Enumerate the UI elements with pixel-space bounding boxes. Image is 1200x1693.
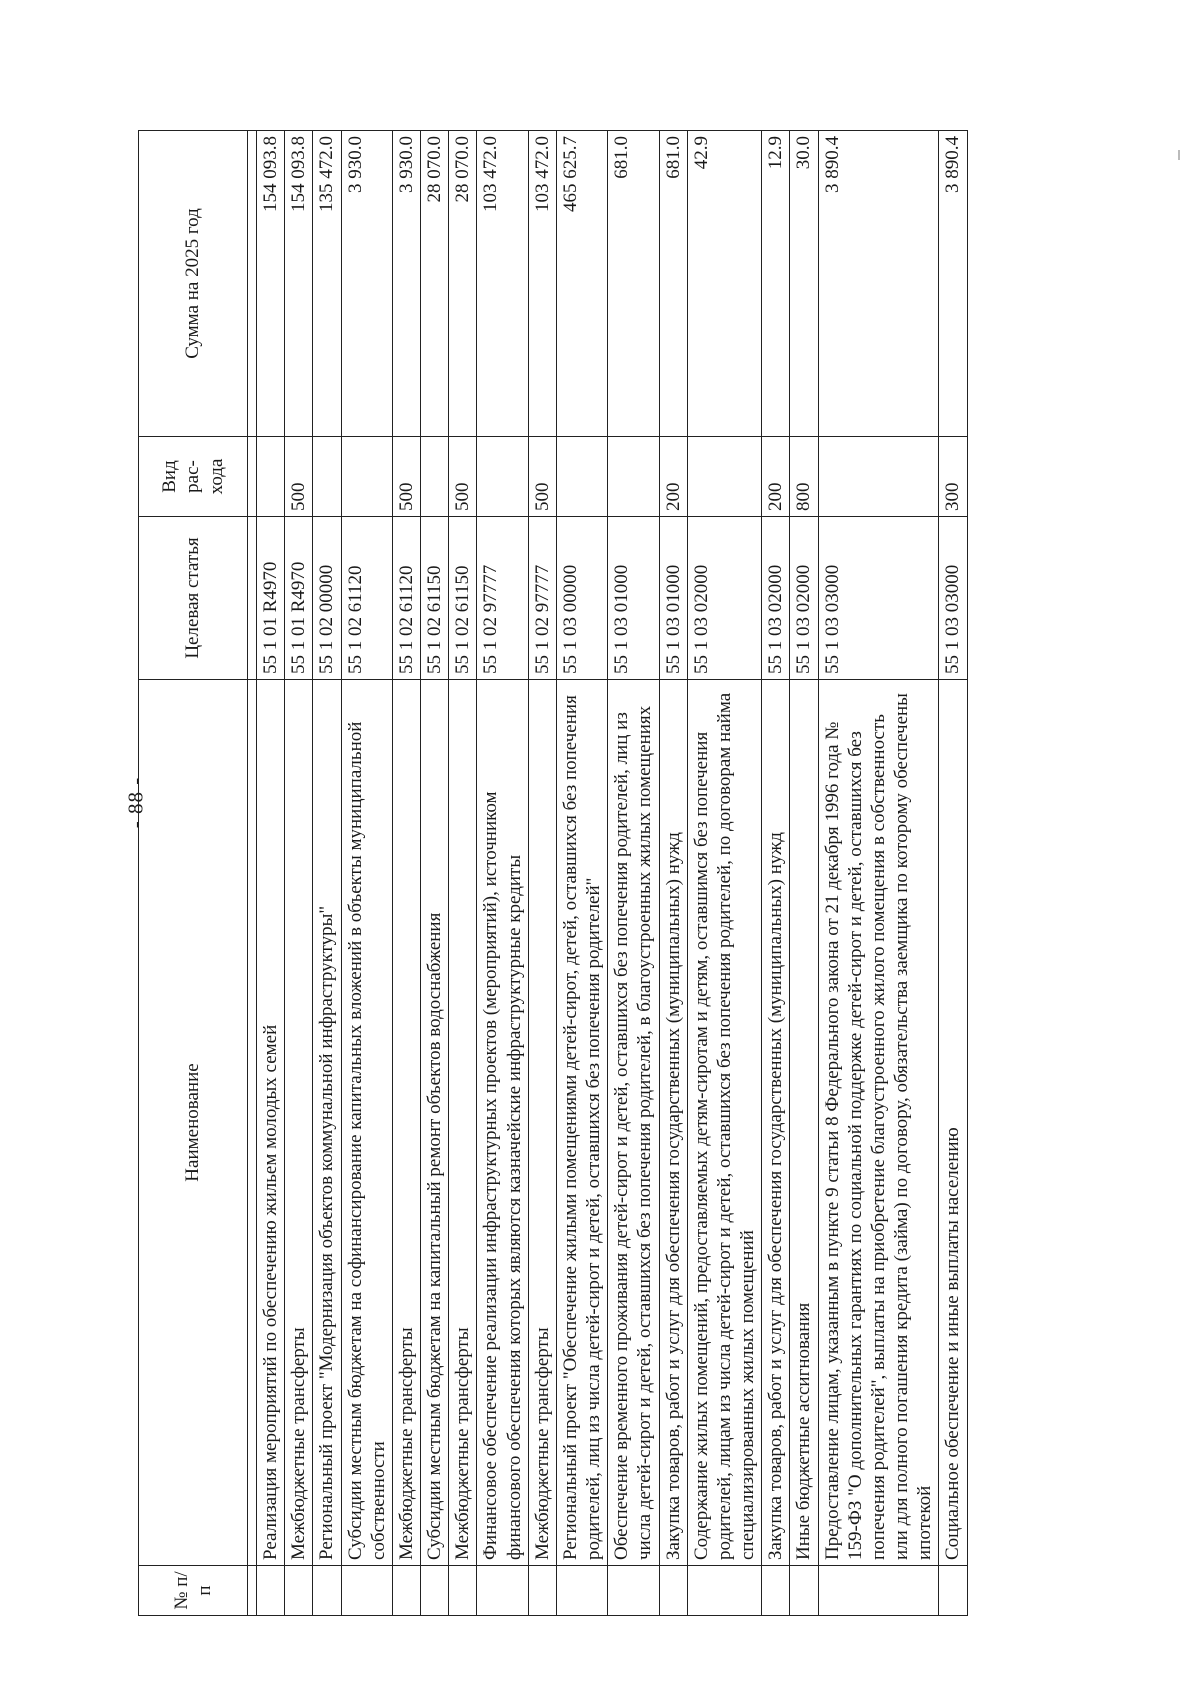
cell-sum: 28 070.0	[449, 131, 477, 437]
cell-type	[608, 437, 659, 517]
cell-sum: 3 930.0	[341, 131, 392, 437]
cell-sum: 30.0	[790, 131, 818, 437]
table-row	[392, 131, 420, 1616]
header-type: Вид рас- хода	[139, 437, 248, 517]
table-row	[556, 131, 607, 1616]
cell-sum: 681.0	[659, 131, 687, 437]
cell-type: 200	[762, 437, 790, 517]
header-row	[139, 131, 248, 1616]
cell-name: Иные бюджетные ассигнования	[790, 680, 818, 1566]
cell-name: Обеспечение временного проживания детей-сирот и детей, оставшихся без попечения родителей, лиц из числа детей-сирот и детей, оставшихся без попечения родителей, в благоустроенных жилых помещениях	[608, 680, 659, 1566]
cell-name: Предоставление лицам, указанным в пункте 9 статьи 8 Федерального закона от 21 декабря 1996 года № 159-ФЗ "О дополнительных гарантиях по социальной поддержке детей-сирот и детей, оставшихся без попечения родителей", выплаты на приобретение благоустроенного жилого помещения в собственность или для полного погашения кредита (займа) по договору, обязательства заемщика по которому обеспечены ипотекой	[818, 680, 939, 1566]
table-row	[313, 131, 341, 1616]
cell-sum: 154 093.8	[257, 131, 285, 437]
cell-num	[659, 1566, 687, 1616]
cell-sum: 103 472.0	[528, 131, 556, 437]
cell-sum: 3 890.4	[818, 131, 939, 437]
cell-num	[818, 1566, 939, 1616]
cell-sum: 465 625.7	[556, 131, 607, 437]
table-row	[608, 131, 659, 1616]
cell-sum: 681.0	[608, 131, 659, 437]
cell-num	[313, 1566, 341, 1616]
cell-type	[257, 437, 285, 517]
cell-type: 500	[449, 437, 477, 517]
cell-target: 55 1 02 61150	[449, 517, 477, 680]
cell-sum: 103 472.0	[477, 131, 528, 437]
cell-name: Закупка товаров, работ и услуг для обеспечения государственных (муниципальных) нужд	[659, 680, 687, 1566]
cell-target: 55 1 03 02000	[762, 517, 790, 680]
margin-mark	[1178, 150, 1180, 160]
cell-name: Региональный проект "Обеспечение жилыми помещениями детей-сирот, детей, оставшихся без попечения родителей, лиц из числа детей-сирот и детей, оставшихся без попечения родителей"	[556, 680, 607, 1566]
cell-type	[818, 437, 939, 517]
spacer-row	[248, 131, 257, 1616]
cell-sum: 135 472.0	[313, 131, 341, 437]
cell-num	[762, 1566, 790, 1616]
table-row	[528, 131, 556, 1616]
table-row	[257, 131, 285, 1616]
table-row	[477, 131, 528, 1616]
table-row	[687, 131, 762, 1616]
cell-name: Субсидии местным бюджетам на софинансирование капитальных вложений в объекты муниципальной собственности	[341, 680, 392, 1566]
cell-name: Региональный проект "Модернизация объектов коммунальной инфраструктуры"	[313, 680, 341, 1566]
cell-target: 55 1 03 01000	[659, 517, 687, 680]
cell-name: Финансовое обеспечение реализации инфраструктурных проектов (мероприятий), источником финансового обеспечения которых являются казначейские инфраструктурные кредиты	[477, 680, 528, 1566]
cell-target: 55 1 01 R4970	[285, 517, 313, 680]
header-num: № п/п	[139, 1566, 248, 1616]
cell-sum: 12.9	[762, 131, 790, 437]
cell-type	[341, 437, 392, 517]
cell-num	[392, 1566, 420, 1616]
cell-name: Межбюджетные трансферты	[528, 680, 556, 1566]
cell-name: Реализация мероприятий по обеспечению жильем молодых семей	[257, 680, 285, 1566]
cell-name: Социальное обеспечение и иные выплаты населению	[939, 680, 967, 1566]
cell-sum: 3 890.4	[939, 131, 967, 437]
cell-target: 55 1 03 02000	[790, 517, 818, 680]
cell-num	[285, 1566, 313, 1616]
cell-num	[257, 1566, 285, 1616]
cell-type: 300	[939, 437, 967, 517]
cell-target: 55 1 03 01000	[608, 517, 659, 680]
header-target: Целевая статья	[139, 517, 248, 680]
cell-sum: 28 070.0	[421, 131, 449, 437]
cell-type	[556, 437, 607, 517]
cell-type	[313, 437, 341, 517]
table-row	[939, 131, 967, 1616]
cell-target: 55 1 03 03000	[818, 517, 939, 680]
cell-name: Закупка товаров, работ и услуг для обеспечения государственных (муниципальных) нужд	[762, 680, 790, 1566]
cell-name: Субсидии местным бюджетам на капитальный ремонт объектов водоснабжения	[421, 680, 449, 1566]
cell-name: Межбюджетные трансферты	[449, 680, 477, 1566]
cell-type	[477, 437, 528, 517]
table-row	[659, 131, 687, 1616]
page-number: - 88 -	[123, 776, 148, 829]
cell-target: 55 1 02 00000	[313, 517, 341, 680]
cell-num	[528, 1566, 556, 1616]
cell-target: 55 1 02 97777	[528, 517, 556, 680]
cell-target: 55 1 02 61120	[392, 517, 420, 680]
cell-num	[608, 1566, 659, 1616]
cell-num	[939, 1566, 967, 1616]
table-row	[762, 131, 790, 1616]
cell-type	[687, 437, 762, 517]
table-row	[421, 131, 449, 1616]
cell-name: Межбюджетные трансферты	[392, 680, 420, 1566]
cell-num	[687, 1566, 762, 1616]
table-row	[341, 131, 392, 1616]
cell-num	[556, 1566, 607, 1616]
budget-table	[138, 130, 968, 1616]
cell-sum: 154 093.8	[285, 131, 313, 437]
cell-num	[341, 1566, 392, 1616]
cell-type: 500	[528, 437, 556, 517]
cell-num	[421, 1566, 449, 1616]
cell-type: 500	[285, 437, 313, 517]
table-body	[248, 131, 968, 1616]
cell-target: 55 1 03 00000	[556, 517, 607, 680]
cell-target: 55 1 02 97777	[477, 517, 528, 680]
cell-type	[421, 437, 449, 517]
table-row	[790, 131, 818, 1616]
cell-type: 800	[790, 437, 818, 517]
cell-target: 55 1 03 03000	[939, 517, 967, 680]
cell-target: 55 1 02 61150	[421, 517, 449, 680]
cell-type: 500	[392, 437, 420, 517]
cell-num	[477, 1566, 528, 1616]
table-row	[449, 131, 477, 1616]
cell-num	[790, 1566, 818, 1616]
cell-name: Содержание жилых помещений, предоставляемых детям-сиротам и детям, оставшимся без попечения родителей, лицам из числа детей-сирот и детей, оставшихся без попечения родителей, по договорам найма специализированных жилых помещений	[687, 680, 762, 1566]
cell-target: 55 1 02 61120	[341, 517, 392, 680]
cell-sum: 3 930.0	[392, 131, 420, 437]
cell-target: 55 1 03 02000	[687, 517, 762, 680]
cell-type: 200	[659, 437, 687, 517]
cell-num	[449, 1566, 477, 1616]
header-name: Наименование	[139, 680, 248, 1566]
table-row	[285, 131, 313, 1616]
budget-table-rotated	[138, 131, 1008, 1616]
cell-sum: 42.9	[687, 131, 762, 437]
cell-name: Межбюджетные трансферты	[285, 680, 313, 1566]
cell-target: 55 1 01 R4970	[257, 517, 285, 680]
header-sum: Сумма на 2025 год	[139, 131, 248, 437]
table-row	[818, 131, 939, 1616]
